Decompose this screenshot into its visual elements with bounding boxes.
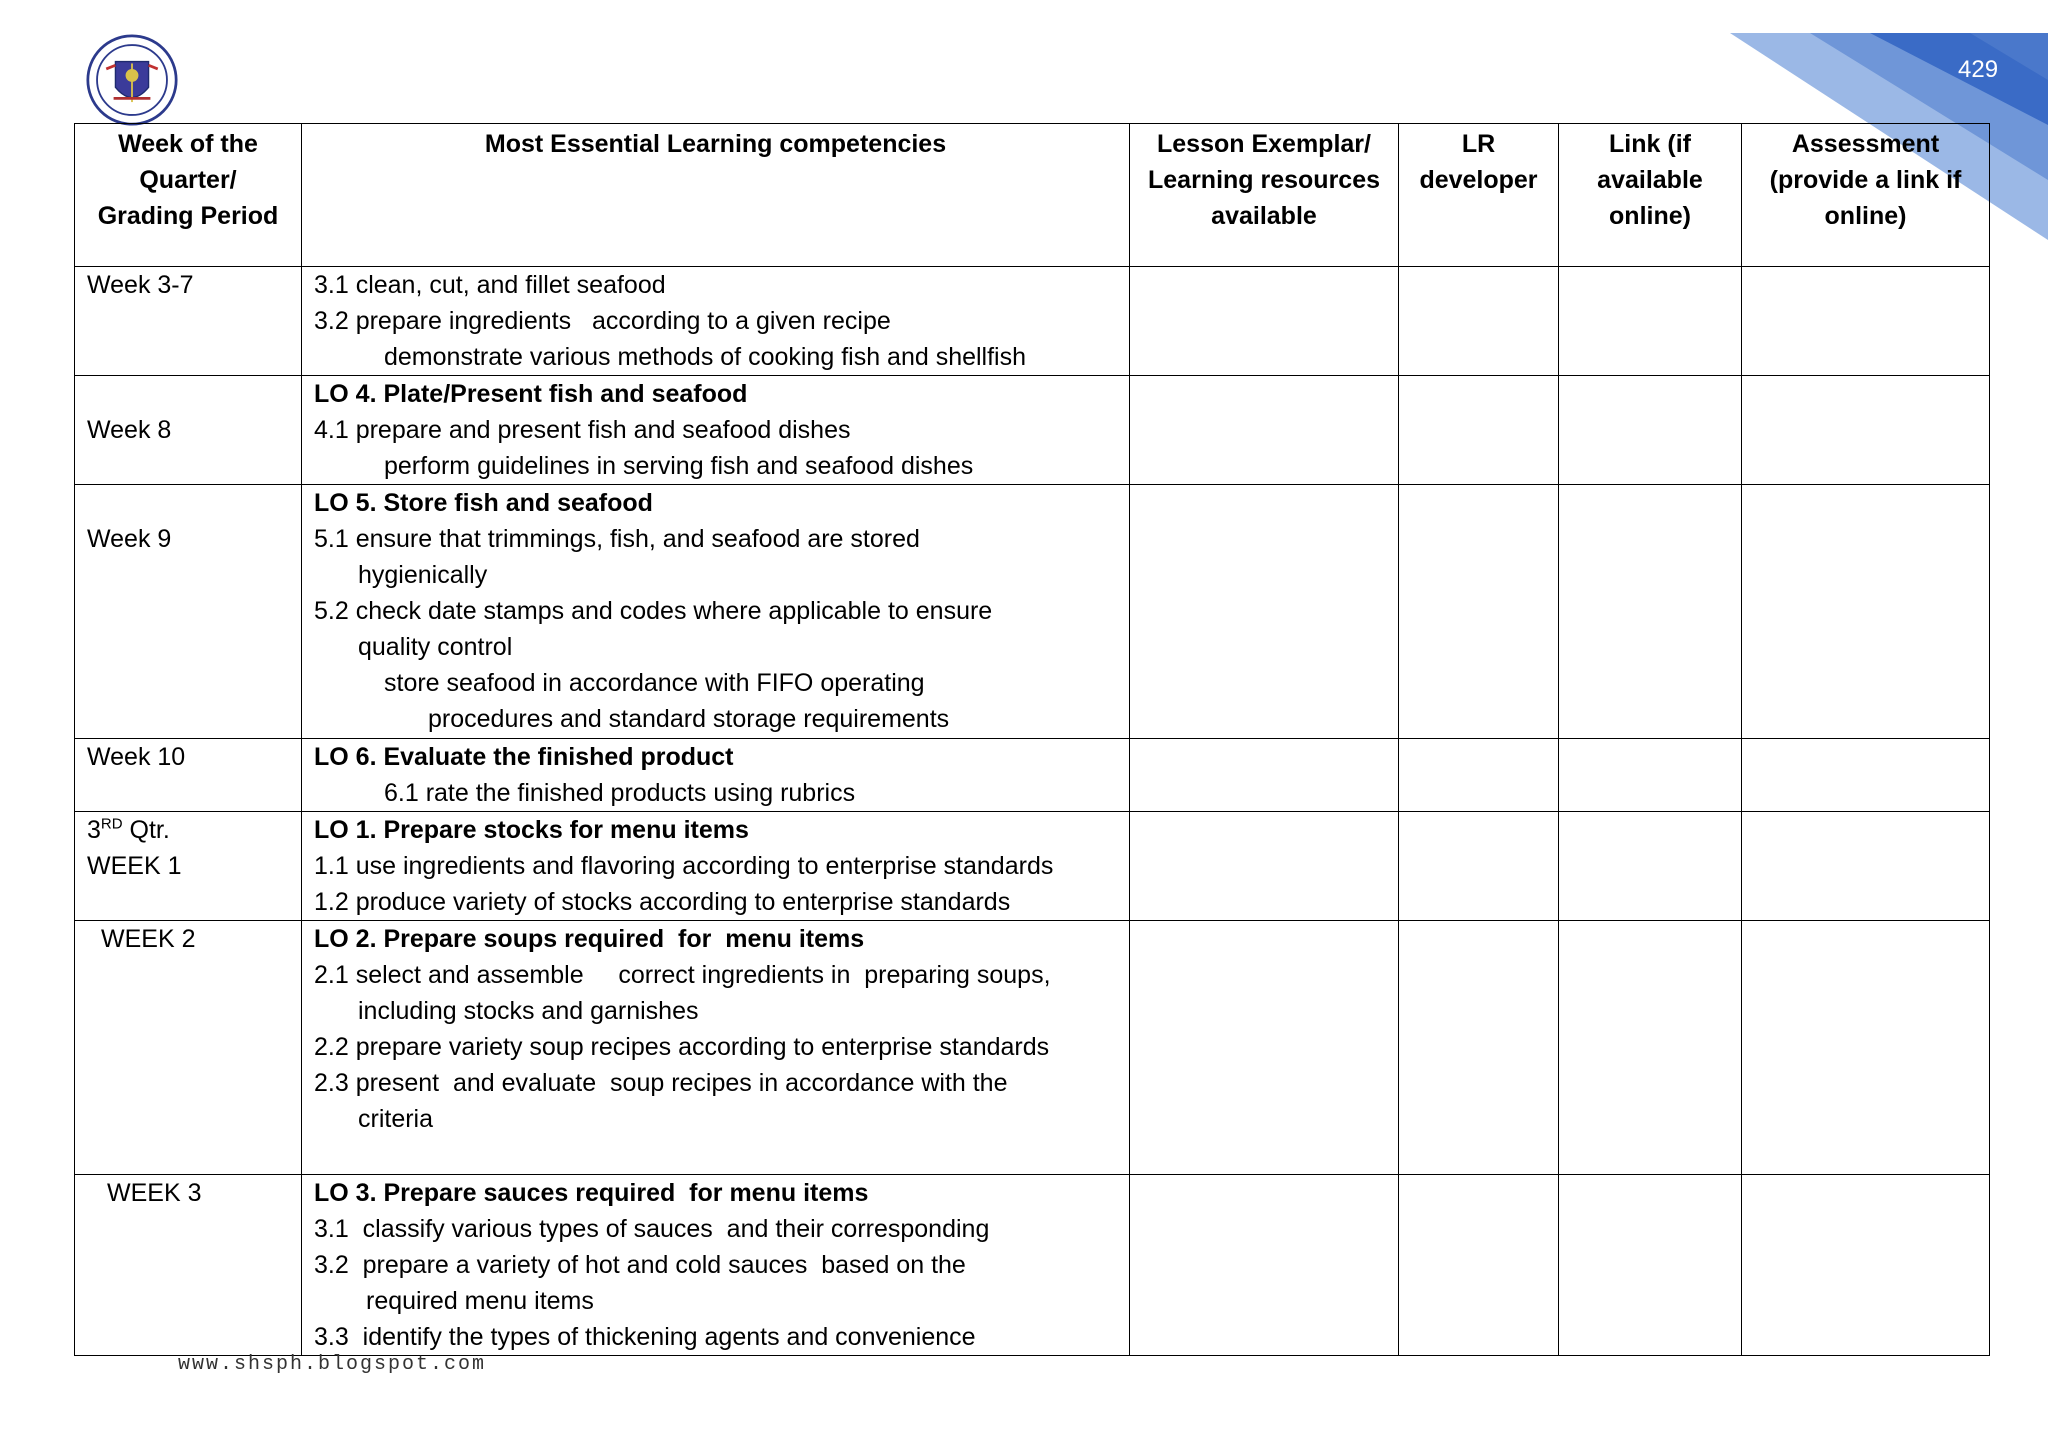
competency-cell: LO 1. Prepare stocks for menu items 1.1 use ingredients and flavoring according to enterprise standards 1.2 produce variety of stocks according to enterprise standards <box>302 812 1130 921</box>
empty-cell <box>1399 739 1559 812</box>
empty-cell <box>1399 921 1559 1175</box>
table-row <box>75 376 1990 485</box>
empty-cell <box>1130 812 1399 921</box>
header-week: Week of the Quarter/ Grading Period <box>75 124 302 267</box>
week-cell: Week 9 <box>75 485 302 739</box>
week-cell: Week 8 <box>75 376 302 485</box>
empty-cell <box>1742 921 1990 1175</box>
header-lesson-exemplar: Lesson Exemplar/ Learning resources available <box>1130 124 1399 267</box>
empty-cell <box>1742 376 1990 485</box>
empty-cell <box>1399 376 1559 485</box>
empty-cell <box>1130 485 1399 739</box>
empty-cell <box>1559 485 1742 739</box>
table-row <box>75 739 1990 812</box>
empty-cell <box>1130 739 1399 812</box>
week-cell: WEEK 3 <box>75 1175 302 1356</box>
table-row <box>75 267 1990 376</box>
empty-cell <box>1559 812 1742 921</box>
empty-cell <box>1742 1175 1990 1356</box>
curriculum-table <box>74 123 1990 1356</box>
header-competencies: Most Essential Learning competencies <box>302 124 1130 267</box>
empty-cell <box>1399 1175 1559 1356</box>
competency-cell: LO 2. Prepare soups required for menu items 2.1 select and assemble correct ingredients in preparing soups, including stocks and garnishes 2.2 prepare variety soup recipes according to enterprise standards 2.3 present and evaluate soup recipes in accordance with the criteria <box>302 921 1130 1175</box>
empty-cell <box>1399 485 1559 739</box>
empty-cell <box>1742 812 1990 921</box>
empty-cell <box>1130 1175 1399 1356</box>
table-row <box>75 921 1990 1175</box>
empty-cell <box>1559 1175 1742 1356</box>
table-row <box>75 812 1990 921</box>
empty-cell <box>1742 485 1990 739</box>
header-lr-developer: LR developer <box>1399 124 1559 267</box>
empty-cell <box>1742 267 1990 376</box>
empty-cell <box>1742 739 1990 812</box>
empty-cell <box>1559 739 1742 812</box>
empty-cell <box>1559 921 1742 1175</box>
week-cell: 3RD Qtr. WEEK 1 <box>75 812 302 921</box>
empty-cell <box>1399 267 1559 376</box>
table-row <box>75 485 1990 739</box>
table-header-row <box>75 124 1990 267</box>
week-cell: Week 3-7 <box>75 267 302 376</box>
competency-cell: 3.1 clean, cut, and fillet seafood 3.2 prepare ingredients according to a given recipe demonstrate various methods of cooking fish and shellfish <box>302 267 1130 376</box>
footer-url: www.shsph.blogspot.com <box>178 1353 487 1376</box>
empty-cell <box>1130 376 1399 485</box>
competency-cell: LO 6. Evaluate the finished product 6.1 rate the finished products using rubrics <box>302 739 1130 812</box>
header-assessment: Assessment (provide a link if online) <box>1742 124 1990 267</box>
header-link: Link (if available online) <box>1559 124 1742 267</box>
competency-cell: LO 4. Plate/Present fish and seafood 4.1 prepare and present fish and seafood dishes perform guidelines in serving fish and seafood dishes <box>302 376 1130 485</box>
week-cell: WEEK 2 <box>75 921 302 1175</box>
empty-cell <box>1559 376 1742 485</box>
table-row <box>75 1175 1990 1356</box>
page-number: 429 <box>1958 56 1999 83</box>
empty-cell <box>1559 267 1742 376</box>
competency-cell: LO 5. Store fish and seafood 5.1 ensure that trimmings, fish, and seafood are stored hygienically 5.2 check date stamps and codes where applicable to ensure quality control store seafood in accordance with FIFO operating procedures and standard storage requirements <box>302 485 1130 739</box>
empty-cell <box>1399 812 1559 921</box>
empty-cell <box>1130 921 1399 1175</box>
empty-cell <box>1130 267 1399 376</box>
deped-seal-icon <box>86 34 178 126</box>
competency-cell: LO 3. Prepare sauces required for menu items 3.1 classify various types of sauces and their corresponding 3.2 prepare a variety of hot and cold sauces based on the required menu items 3.3 identify the types of thickening agents and convenience <box>302 1175 1130 1356</box>
week-cell: Week 10 <box>75 739 302 812</box>
